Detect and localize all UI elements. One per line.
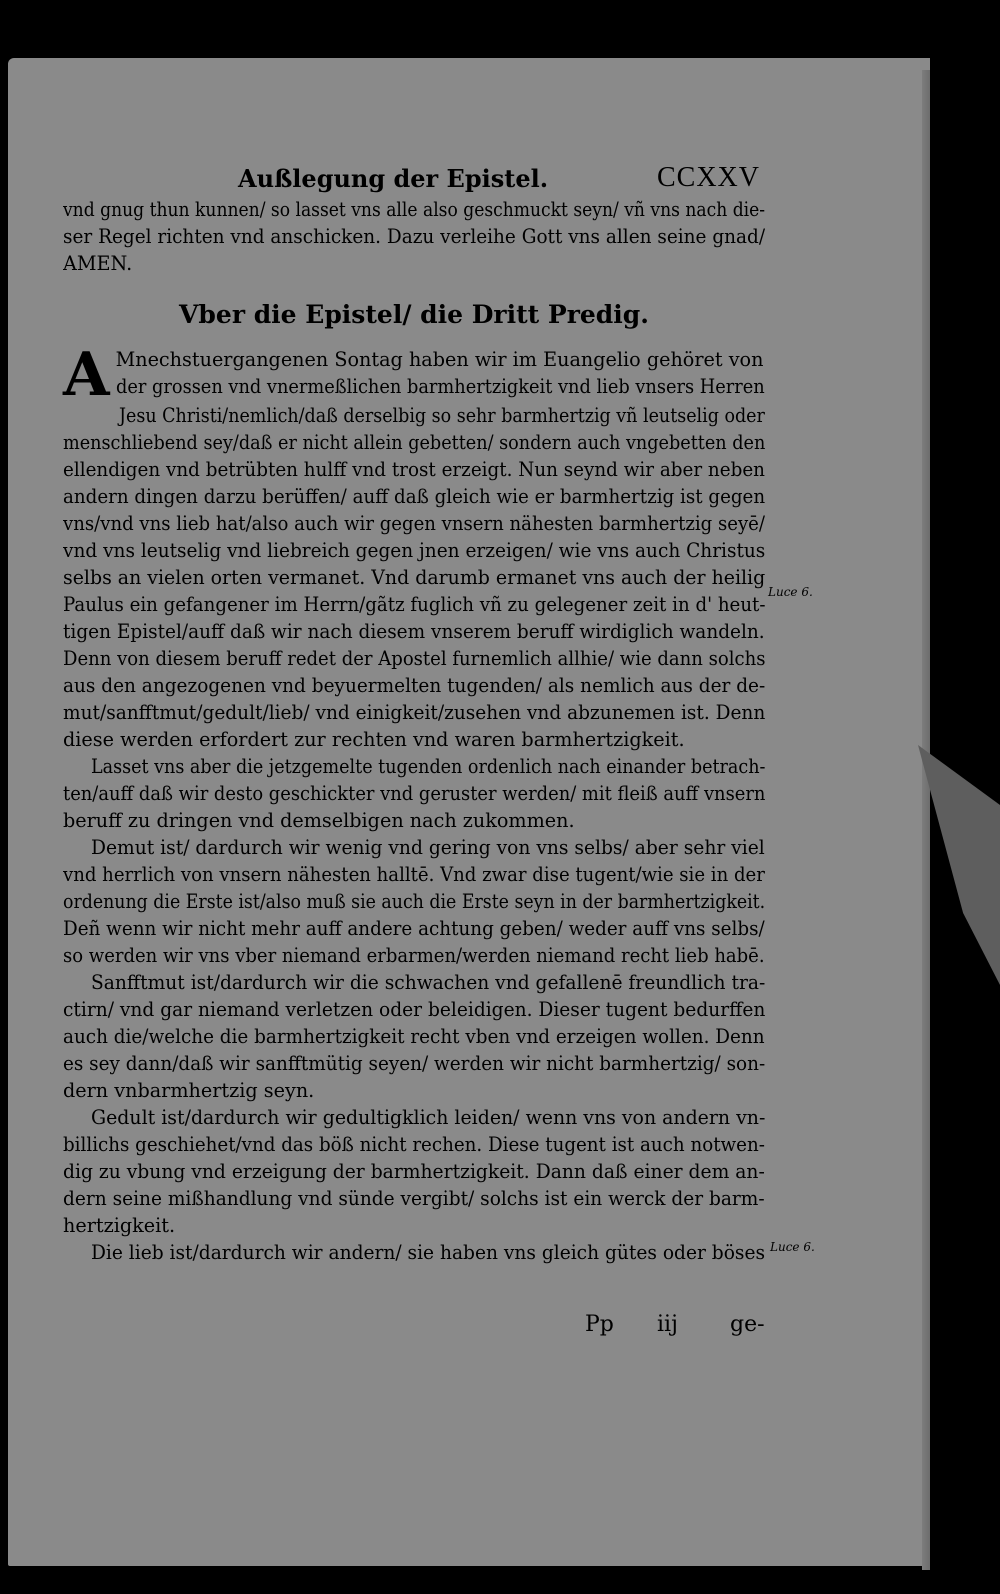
text-line: diese werden erfordert zur rechten vnd waren barmhertzigkeit. xyxy=(63,728,685,751)
text-line: vnd vns leutselig vnd liebreich gegen jnen erzeigen/ wie vns auch Christus xyxy=(63,539,765,562)
text-line: Denn von diesem beruff redet der Apostel furnemlich allhie/ wie dann solchs xyxy=(63,647,765,670)
paragraph xyxy=(63,753,765,834)
paragraph xyxy=(63,969,765,1104)
section-heading: Vber die Epistel/ die Dritt Predig. xyxy=(179,300,649,329)
text-line: tigen Epistel/auff daß wir nach diesem vnserem beruff wirdiglich wandeln. xyxy=(63,620,765,643)
text-line: hertzigkeit. xyxy=(63,1214,176,1237)
text-line: der grossen vnd vnermeßlichen barmhertzigkeit vnd lieb vnsers Herren xyxy=(115,375,765,398)
text-line: selbs an vielen orten vermanet. Vnd darumb ermanet vns auch der heilig xyxy=(63,566,765,589)
text-line: beruff zu dringen vnd demselbigen nach zukommen. xyxy=(63,809,575,832)
text-line: vnd gnug thun kunnen/ so lasset vns alle also geschmuckt seyn/ vñ vns nach die- xyxy=(63,198,765,221)
text-line: dig zu vbung vnd erzeigung der barmhertzigkeit. Dann daß einer dem an- xyxy=(63,1160,765,1183)
margin-note: Luce 6. xyxy=(770,1240,815,1254)
signature-number: iij xyxy=(657,1312,678,1337)
text-line: billichs geschiehet/vnd das böß nicht rechen. Diese tugent ist auch notwen- xyxy=(63,1133,765,1156)
drop-cap: A xyxy=(63,340,110,410)
text-line: Demut ist/ dardurch wir wenig vnd gering von vns selbs/ aber sehr viel xyxy=(91,836,765,859)
signature-mark: Pp xyxy=(585,1312,614,1337)
paragraph xyxy=(63,1104,765,1239)
text-line: andern dingen darzu berüffen/ auff daß gleich wie er barmhertzig ist gegen xyxy=(63,485,765,508)
paragraph xyxy=(63,1239,765,1266)
text-line: dern seine mißhandlung vnd sünde vergibt/ solchs ist ein werck der barm- xyxy=(63,1187,765,1210)
scan-corner xyxy=(0,0,40,40)
text-line: auch die/welche die barmhertzigkeit recht vben vnd erzeigen wollen. Denn xyxy=(63,1025,765,1048)
catchword: ge- xyxy=(730,1312,765,1337)
text-line: mut/sanfftmut/gedult/lieb/ vnd einigkeit/zusehen vnd abzunemen ist. Denn xyxy=(63,701,765,724)
text-line: Gedult ist/dardurch wir gedultigklich leiden/ wenn vns von andern vn- xyxy=(91,1106,765,1129)
margin-note: Luce 6. xyxy=(768,585,813,599)
folio-number: CCXXV xyxy=(656,162,760,193)
text-line: Paulus ein gefangener im Herrn/gãtz fuglich vñ zu gelegener zeit in d' heut- xyxy=(63,593,765,616)
text-line: ten/auff daß wir desto geschickter vnd geruster werden/ mit fleiß auff vnsern xyxy=(63,782,765,805)
text-line: dern vnbarmhertzig seyn. xyxy=(63,1079,315,1102)
paragraph xyxy=(63,834,765,969)
text-line: Mnechstuergangenen Sontag haben wir im Euangelio gehöret von xyxy=(115,348,764,371)
body-text xyxy=(63,196,765,1266)
text-line: aus den angezogenen vnd beyuermelten tugenden/ als nemlich aus der de- xyxy=(63,674,765,697)
text-line: Jesu Christi/nemlich/daß derselbig so sehr barmhertzig vñ leutselig oder xyxy=(119,404,765,427)
text-line: ser Regel richten vnd anschicken. Dazu verleihe Gott vns allen seine gnad/ xyxy=(63,225,765,248)
text-line: Deñ wenn wir nicht mehr auff andere achtung geben/ weder auff vns selbs/ xyxy=(63,917,765,940)
text-line: Die lieb ist/dardurch wir andern/ sie haben vns gleich gütes oder böses xyxy=(91,1241,765,1264)
page-header xyxy=(60,160,760,200)
text-line: vnd herrlich von vnsern nähesten halltē. Vnd zwar dise tugent/wie sie in der xyxy=(63,863,765,886)
text-line: ordenung die Erste ist/also muß sie auch die Erste seyn in der barmhertzigkeit. xyxy=(63,890,765,913)
text-line: Sanfftmut ist/dardurch wir die schwachen vnd gefallenē freundlich tra- xyxy=(91,971,765,994)
paragraph xyxy=(63,340,765,753)
text-line: AMEN. xyxy=(63,252,133,275)
text-line: es sey dann/daß wir sanfftmütig seyen/ werden wir nicht barmhertzig/ son- xyxy=(63,1052,765,1075)
text-line: menschliebend sey/daß er nicht allein gebetten/ sondern auch vngebetten den xyxy=(63,431,765,454)
text-line: ctirn/ vnd gar niemand verletzen oder beleidigen. Dieser tugent bedurffen xyxy=(63,998,765,1021)
text-line: Lasset vns aber die jetzgemelte tugenden ordenlich nach einander betrach- xyxy=(91,755,765,778)
text-line: ellendigen vnd betrübten hulff vnd trost erzeigt. Nun seynd wir aber neben xyxy=(63,458,765,481)
text-line: vns/vnd vns lieb hat/also auch wir gegen vnsern nähesten barmhertzig seyē/ xyxy=(63,512,765,535)
text-line: so werden wir vns vber niemand erbarmen/werden niemand recht lieb habē. xyxy=(63,944,765,967)
running-head: Außlegung der Epistel. xyxy=(238,164,549,193)
